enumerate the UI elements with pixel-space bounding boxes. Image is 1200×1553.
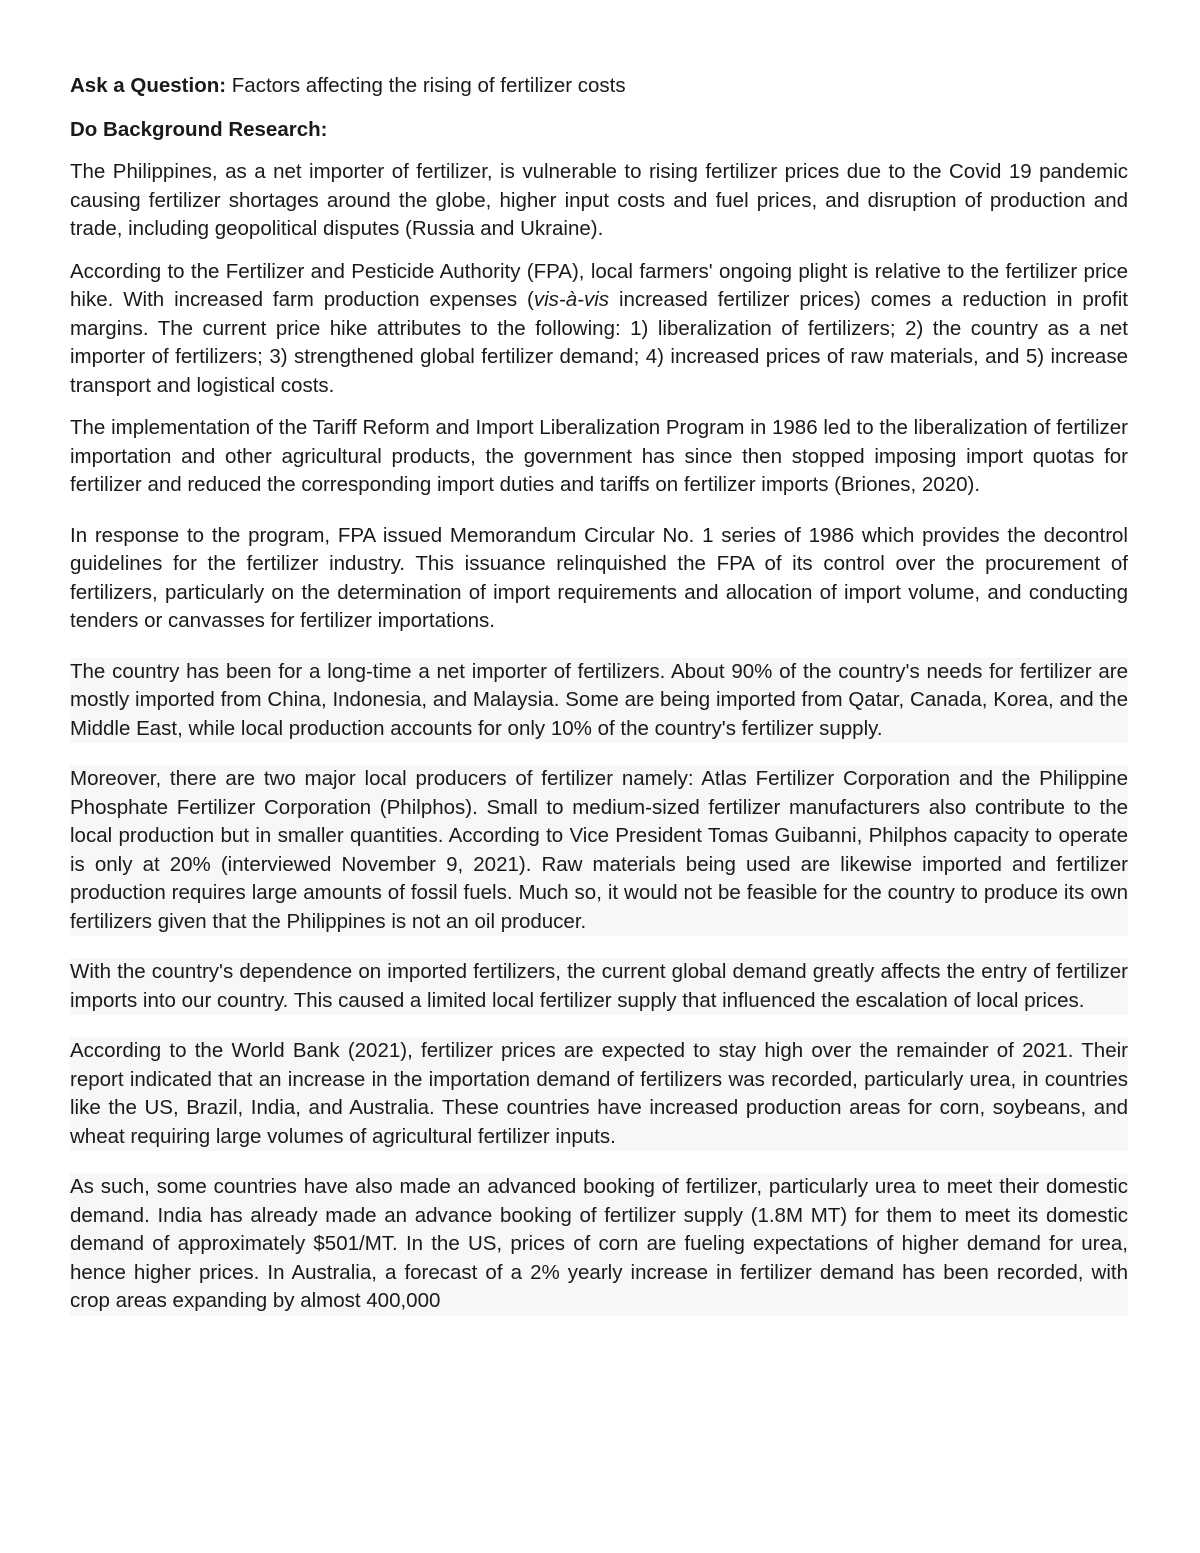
paragraph-6: Moreover, there are two major local producers of fertilizer namely: Atlas Fertilizer Corporation and the Philippine Phosphate Fertilizer Corporation (Philphos). Small to medium-sized fertilizer manufacturers also contribute to the local production but in smaller quantities. According to Vice President Tomas Guibanni, Philphos capacity to operate is only at 20% (interviewed November 9, 2021). Raw materials being used are likewise imported and fertilizer production requires large amounts of fossil fuels. Much so, it would not be feasible for the country to produce its own fertilizers given that the Philippines is not an oil producer. — [70, 765, 1128, 936]
paragraph-4: In response to the program, FPA issued Memorandum Circular No. 1 series of 1986 which provides the decontrol guidelines for the fertilizer industry. This issuance relinquished the FPA of its control over the procurement of fertilizers, particularly on the determination of import requirements and allocation of import volume, and conducting tenders or canvasses for fertilizer importations. — [70, 523, 1128, 632]
paragraph-1: The Philippines, as a net importer of fertilizer, is vulnerable to rising fertilizer prices due to the Covid 19 pandemic causing fertilizer shortages around the globe, higher input costs and fuel prices, and disruption of production and trade, including geopolitical disputes (Russia and Ukraine). — [70, 160, 1128, 240]
paragraph-8: According to the World Bank (2021), fertilizer prices are expected to stay high over the remainder of 2021. Their report indicated that an increase in the importation demand of fertilizers was recorded, particularly urea, in countries like the US, Brazil, India, and Australia. These countries have increased production areas for corn, soybeans, and wheat requiring large volumes of agricultural fertilizer inputs. — [70, 1037, 1128, 1151]
paragraph-5: The country has been for a long-time a net importer of fertilizers. About 90% of the country's needs for fertilizer are mostly imported from China, Indonesia, and Malaysia. Some are being imported from Qatar, Canada, Korea, and the Middle East, while local production accounts for only 10% of the country's fertilizer supply. — [70, 658, 1128, 744]
question-label: Ask a Question: — [70, 74, 227, 97]
paragraph-2 — [70, 258, 1128, 401]
research-label: Do Background Research: — [70, 118, 328, 141]
document-page — [70, 72, 1128, 1330]
research-heading — [70, 116, 1128, 144]
paragraph-9: As such, some countries have also made an advanced booking of fertilizer, particularly urea to meet their domestic demand. India has already made an advance booking of fertilizer supply (1.8M MT) for them to meet its domestic demand of approximately $501/MT. In the US, prices of corn are fueling expectations of higher demand for urea, hence higher prices. In Australia, a forecast of a 2% yearly increase in fertilizer demand has been recorded, with crop areas expanding by almost 400,000 — [70, 1173, 1128, 1316]
paragraph-3: The implementation of the Tariff Reform and Import Liberalization Program in 1986 led to the liberalization of fertilizer importation and other agricultural products, the government has since then stopped imposing import quotas for fertilizer and reduced the corresponding import duties and tariffs on fertilizer imports (Briones, 2020). — [70, 416, 1128, 496]
paragraph-2-italic: vis-à-vis — [533, 288, 610, 311]
question-text: Factors affecting the rising of fertilizer costs — [231, 74, 626, 97]
paragraph-2-before: According to the Fertilizer and Pesticide Authority (FPA), local farmers' ongoing plight is relative to the fertilizer price hike. With increased farm production expenses ( — [70, 259, 1128, 311]
paragraph-7: With the country's dependence on imported fertilizers, the current global demand greatly affects the entry of fertilizer imports into our country. This caused a limited local fertilizer supply that influenced the escalation of local prices. — [70, 958, 1128, 1015]
question-heading — [70, 72, 1128, 100]
paragraph-2-after: increased fertilizer prices) comes a reduction in profit margins. The current price hike attributes to the following: 1) liberalization of fertilizers; 2) the country as a net importer of fertilizers; 3) strengthened global fertilizer demand; 4) increased prices of raw materials, and 5) increase transport and logistical costs. — [70, 288, 1128, 397]
